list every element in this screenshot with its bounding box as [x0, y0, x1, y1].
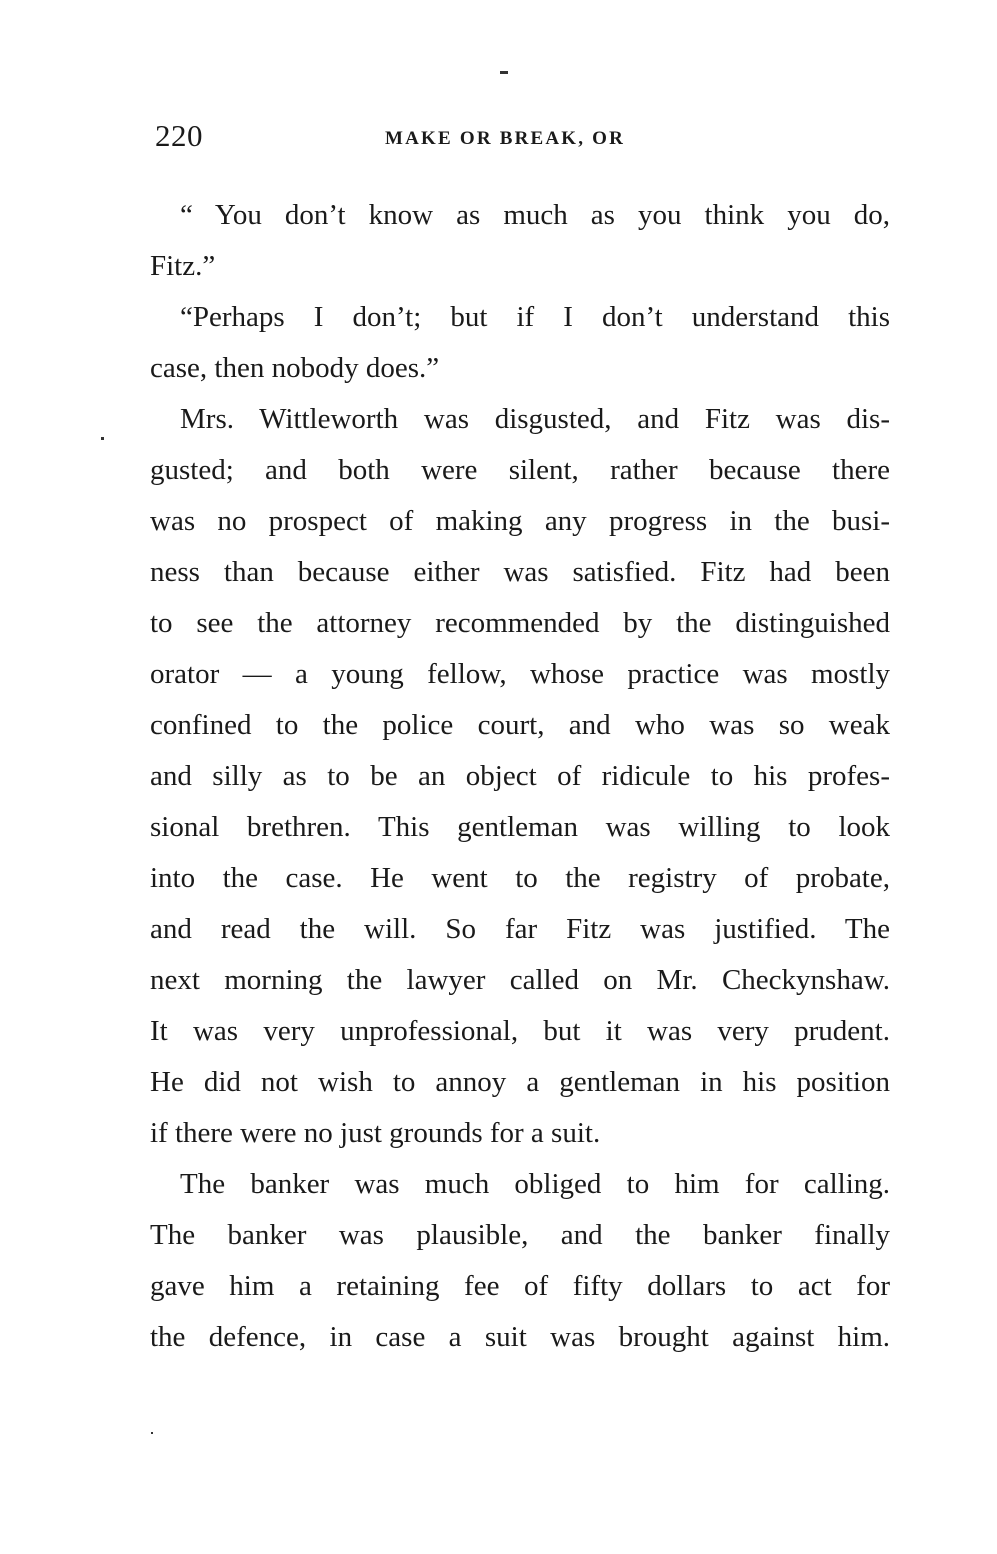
ink-speck — [101, 437, 104, 440]
body-text — [150, 190, 890, 1363]
text-line: Mrs. Wittleworth was disgusted, and Fitz was dis- — [180, 403, 890, 435]
ink-speck — [151, 1432, 153, 1434]
text-line: sional brethren. This gentleman was willing to look — [150, 811, 890, 843]
text-line: ness than because either was satisfied. Fitz had been — [150, 556, 890, 588]
text-line: confined to the police court, and who was so weak — [150, 709, 890, 741]
text-line: into the case. He went to the registry of probate, — [150, 862, 890, 894]
text-line: to see the attorney recommended by the distinguished — [150, 607, 890, 639]
text-line: It was very unprofessional, but it was very prudent. — [150, 1015, 890, 1047]
text-line: the defence, in case a suit was brought against him. — [150, 1321, 890, 1353]
text-line: was no prospect of making any progress in the busi- — [150, 505, 890, 537]
text-line: gusted; and both were silent, rather because there — [150, 454, 890, 486]
text-line: Fitz.” — [150, 250, 216, 282]
page-header — [155, 118, 890, 158]
text-line: “ You don’t know as much as you think you do, — [180, 199, 890, 231]
text-line: orator — a young fellow, whose practice was mostly — [150, 658, 890, 690]
text-line: gave him a retaining fee of fifty dollars to act for — [150, 1270, 890, 1302]
page-number: 220 — [155, 118, 203, 153]
text-line: case, then nobody does.” — [150, 352, 440, 384]
text-line: and silly as to be an object of ridicule to his profes- — [150, 760, 890, 792]
text-line: He did not wish to annoy a gentleman in his position — [150, 1066, 890, 1098]
text-line: “Perhaps I don’t; but if I don’t understand this — [180, 301, 890, 333]
ink-speck — [500, 71, 508, 74]
text-line: next morning the lawyer called on Mr. Checkynshaw. — [150, 964, 890, 996]
text-line: The banker was much obliged to him for calling. — [180, 1168, 890, 1200]
text-line: and read the will. So far Fitz was justified. The — [150, 913, 890, 945]
text-line: The banker was plausible, and the banker finally — [150, 1219, 890, 1251]
text-line: if there were no just grounds for a suit. — [150, 1117, 601, 1149]
running-head: MAKE OR BREAK, OR — [385, 128, 626, 149]
